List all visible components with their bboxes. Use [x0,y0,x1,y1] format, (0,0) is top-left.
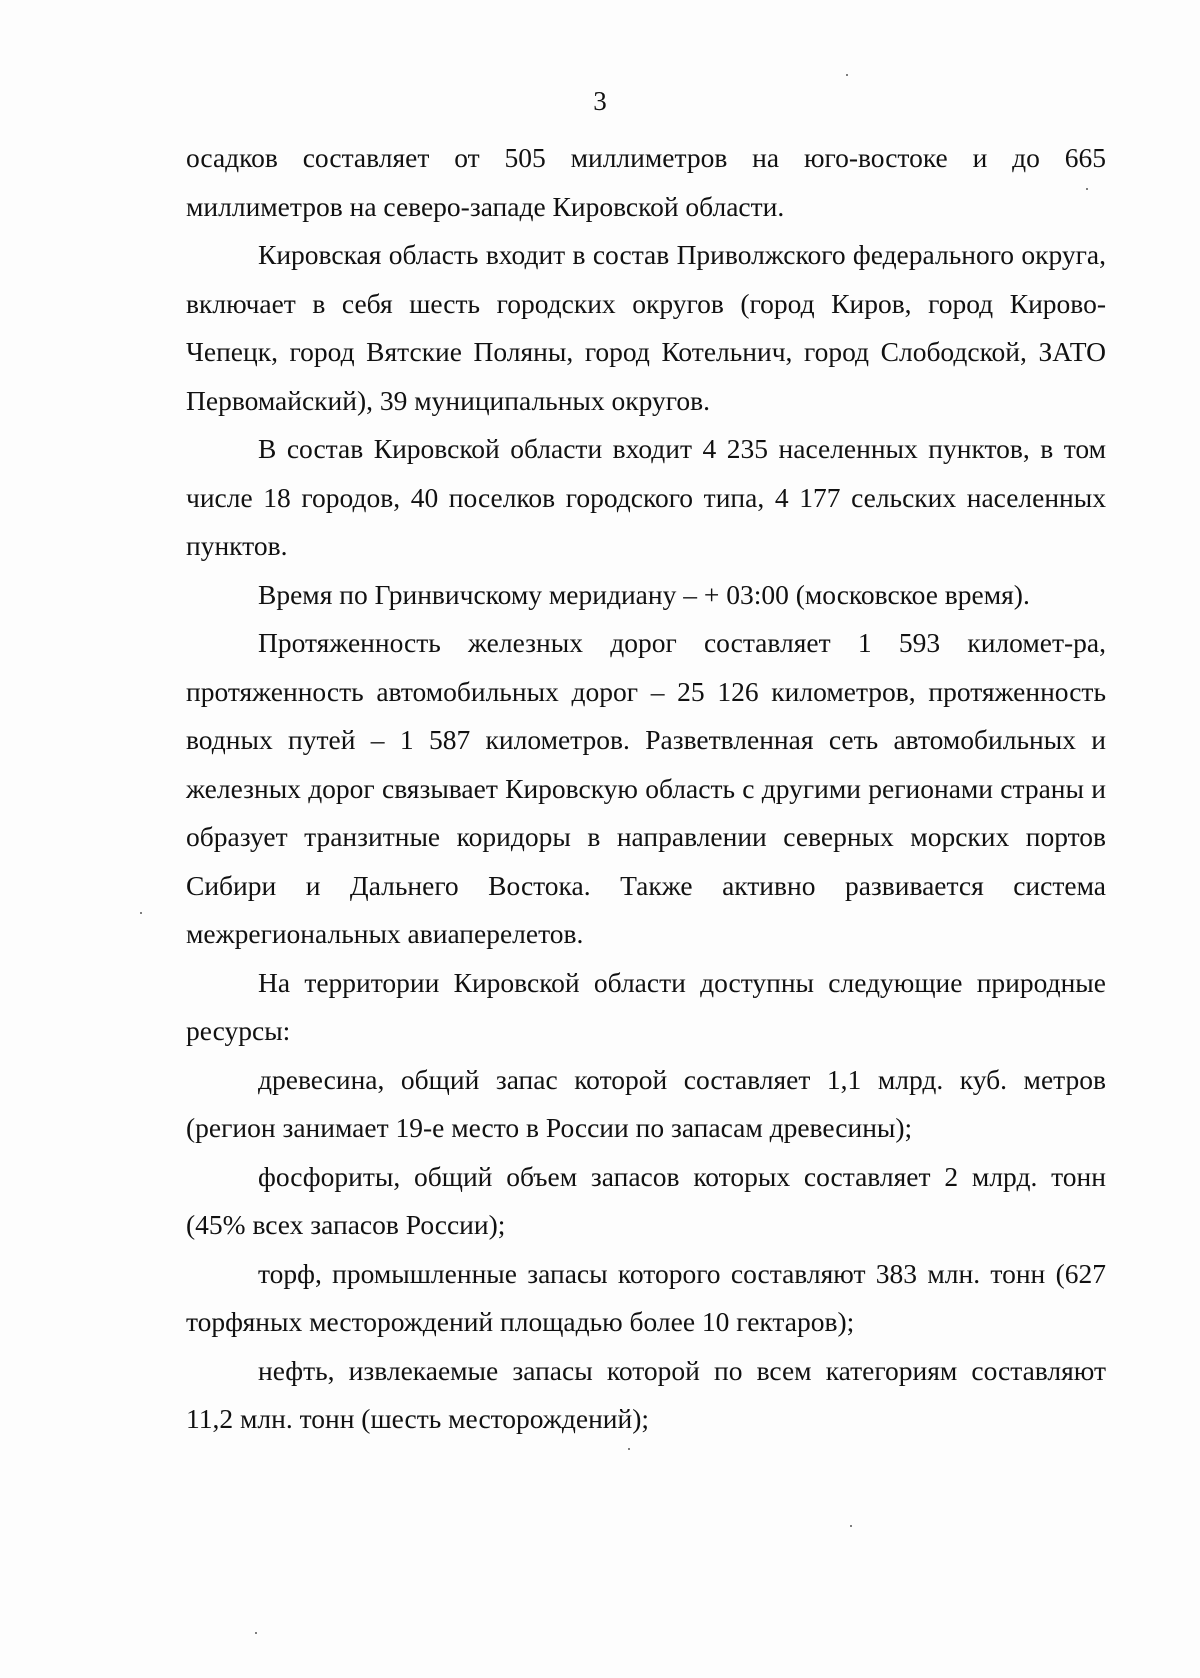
page-number: 3 [593,86,607,116]
scan-speck [140,912,142,914]
list-item-peat: торф, промышленные запасы которого составляют 383 млн. тонн (627 торфяных месторождений площадью более 10 гектаров); [186,1257,1106,1337]
paragraph-resources-intro: На территории Кировской области доступны следующие природные ресурсы: [186,966,1106,1046]
paragraph-transport: Протяженность железных дорог составляет 1 593 километ-ра, протяженность автомобильных дорог – 25 126 километров, протяженность водных путей – 1 587 километров. Разветвленная сеть автомобильных и железных дорог связывает Кировскую область с другими регионами страны и образует транзитные коридоры в направлении северных морских портов Сибири и Дальнего Востока. Также активно развивается система межрегиональных авиаперелетов. [186,627,1106,949]
paragraph-settlements: В состав Кировской области входит 4 235 населенных пунктов, в том числе 18 городов, 40 поселков городского типа, 4 177 сельских населенных пунктов. [186,433,1106,561]
list-item-oil: нефть, извлекаемые запасы которой по всем категориям составляют 11,2 млн. тонн (шесть месторождений); [186,1354,1106,1434]
scan-speck [255,1632,257,1634]
scan-speck [846,74,848,76]
paragraph-timezone: Время по Гринвичскому меридиану – + 03:00 (московское время). [258,578,1030,610]
scan-speck [1086,188,1088,190]
scan-speck [850,1525,852,1527]
list-item-phosphorites: фосфориты, общий объем запасов которых составляет 2 млрд. тонн (45% всех запасов России); [186,1160,1106,1240]
document-body [186,134,1106,1444]
scan-speck [628,1448,630,1450]
paragraph-administrative: Кировская область входит в состав Приволжского федерального округа, включает в себя шесть городских округов (город Киров, город Кирово-Чепецк, город Вятские Поляны, город Котельнич, город Слободской, ЗАТО Первомайский), 39 муниципальных округов. [186,239,1106,416]
list-item-timber: древесина, общий запас которой составляет 1,1 млрд. куб. метров (регион занимает 19-е место в России по запасам древесины); [186,1063,1106,1143]
paragraph-precipitation: осадков составляет от 505 миллиметров на юго-востоке и до 665 миллиметров на северо-западе Кировской области. [186,142,1106,222]
